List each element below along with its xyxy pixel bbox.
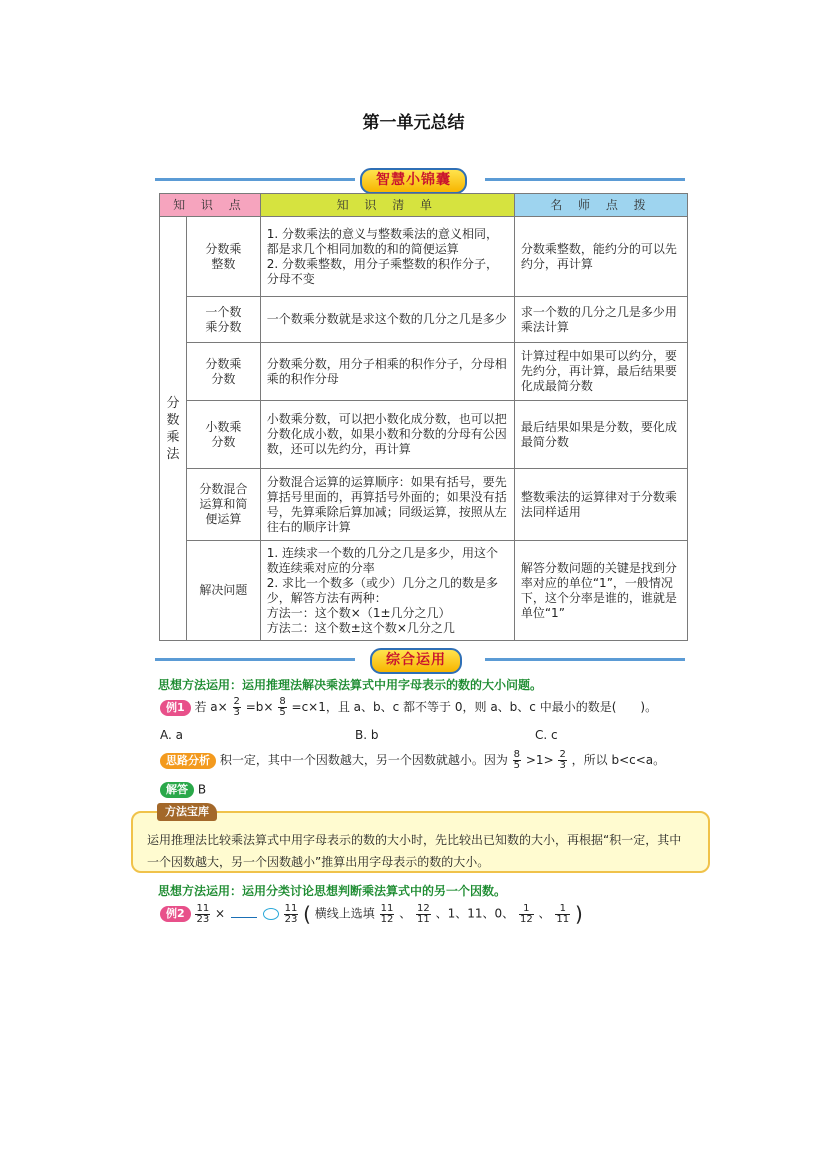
category-cell: 分 数 乘 法 xyxy=(160,217,187,641)
example-1-question xyxy=(160,697,657,718)
point-cell: 分数乘 整数 xyxy=(186,217,260,297)
fraction: $\frac{8}{5}$ xyxy=(513,749,521,771)
point-cell: 一个数 乘分数 xyxy=(186,297,260,343)
fraction: $\frac{1}{12}$ xyxy=(519,902,533,925)
analysis-text: 积一定，其中一个因数越大，另一个因数就越小。因为 xyxy=(219,753,508,767)
point-cell: 分数乘 分数 xyxy=(186,343,260,401)
section-title-wisdom: 智慧小锦囊 xyxy=(360,168,467,194)
example-1-prefix: 若 a× xyxy=(194,700,228,714)
example-1-suffix: =c×1，且 a、b、c 都不等于 0，则 a、b、c 中最小的数是( )。 xyxy=(291,700,658,714)
example-2-badge: 例2 xyxy=(160,906,191,922)
table-row xyxy=(160,401,688,469)
table-row xyxy=(160,541,688,641)
fraction: $\frac{2}{3}$ xyxy=(233,696,240,718)
thinking-method-2: 思想方法运用：运用分类讨论思想判断乘法算式中的另一个因数。 xyxy=(158,884,507,898)
fraction: $\frac{11}{23}$ xyxy=(196,902,210,925)
divider xyxy=(155,178,355,181)
tip-cell: 求一个数的几分之几是多少用乘法计算 xyxy=(514,297,687,343)
close-paren: ) xyxy=(574,902,583,926)
analysis-badge: 思路分析 xyxy=(160,753,216,769)
fraction: $\frac{1}{11}$ xyxy=(556,902,570,925)
page-title: 第一单元总结 xyxy=(362,113,465,133)
fraction: $\frac{8}{5}$ xyxy=(279,696,286,718)
tip-cell: 最后结果如果是分数，要化成最简分数 xyxy=(514,401,687,469)
open-paren: ( xyxy=(303,902,311,926)
answer-value: B xyxy=(197,782,207,797)
analysis-text: ，所以 b<c<a。 xyxy=(571,753,666,767)
option-c: C. c xyxy=(535,728,558,742)
header-knowledge-point: 知 识 点 xyxy=(160,194,261,217)
list-cell: 一个数乘分数就是求这个数的几分之几是多少 xyxy=(260,297,514,343)
example-2-question xyxy=(160,902,583,926)
point-cell: 分数混合 运算和简 便运算 xyxy=(186,469,260,541)
method-text: 运用推理法比较乘法算式中用字母表示的数的大小时，先比较出已知数的大小，再根据“积一定，其中一个因数越大，另一个因数越小”推算出用字母表示的数的大小。 xyxy=(147,833,682,869)
times-sign: × xyxy=(215,906,226,921)
tip-cell: 分数乘整数，能约分的可以先约分，再计算 xyxy=(514,217,687,297)
fraction: $\frac{12}{11}$ xyxy=(417,902,430,925)
separator: 、 xyxy=(399,906,412,921)
list-cell: 1. 分数乘法的意义与整数乘法的意义相同，都是求几个相同加数的和的简便运算 2. 分数乘整数，用分子乘整数的积作分子，分母不变 xyxy=(260,217,514,297)
header-knowledge-list: 知 识 清 单 xyxy=(260,194,514,217)
list-cell: 分数乘分数，用分子相乘的积作分子，分母相乘的积作分母 xyxy=(260,343,514,401)
compare-circle[interactable] xyxy=(263,908,279,920)
answer xyxy=(160,782,206,798)
tip-cell: 计算过程中如果可以约分，要先约分，再计算，最后结果要化成最简分数 xyxy=(514,343,687,401)
tip-cell: 解答分数问题的关键是找到分率对应的单位“1”，一般情况下，这个分率是谁的，谁就是单位“1” xyxy=(514,541,687,641)
option-a: A. a xyxy=(160,728,183,742)
analysis xyxy=(160,750,665,771)
example-2-hint: 横线上选填 xyxy=(314,906,375,921)
section-title-comprehensive: 综合运用 xyxy=(370,648,462,674)
list-cell: 1. 连续求一个数的几分之几是多少，用这个数连续乘对应的分率 2. 求比一个数多（或少）几分之几的数是多少，解答方法有两种： 方法一：这个数×（1±几分之几） 方法二：这个数±这个数×几分之几 xyxy=(260,541,514,641)
list-cell: 小数乘分数，可以把小数化成分数，也可以把分数化成小数，如果小数和分数的分母有公因数，还可以先约分，再计算 xyxy=(260,401,514,469)
divider xyxy=(485,658,685,661)
answer-blank[interactable] xyxy=(231,917,257,918)
fraction: $\frac{11}{12}$ xyxy=(380,902,394,925)
example-1-mid: =b× xyxy=(245,700,274,714)
fraction: $\frac{2}{3}$ xyxy=(559,749,566,771)
method-tag: 方法宝库 xyxy=(157,803,217,821)
example-1-badge: 例1 xyxy=(160,700,191,716)
knowledge-table xyxy=(159,193,688,641)
option-b: B. b xyxy=(355,728,379,742)
analysis-text: >1> xyxy=(525,753,554,767)
divider xyxy=(155,658,355,661)
section-bar-comprehensive xyxy=(155,648,685,670)
table-row xyxy=(160,217,688,297)
table-row xyxy=(160,343,688,401)
table-row xyxy=(160,297,688,343)
header-teacher-tips: 名 师 点 拨 xyxy=(514,194,687,217)
table-row xyxy=(160,469,688,541)
point-cell: 小数乘 分数 xyxy=(186,401,260,469)
divider xyxy=(485,178,685,181)
answer-badge: 解答 xyxy=(160,782,194,798)
thinking-method-1: 思想方法运用：运用推理法解决乘法算式中用字母表示的数的大小问题。 xyxy=(158,678,543,692)
list-cell: 分数混合运算的运算顺序：如果有括号，要先算括号里面的，再算括号外面的；如果没有括号，先算乘除后算加减；同级运算，按照从左往右的顺序计算 xyxy=(260,469,514,541)
separator: 、 xyxy=(538,906,551,921)
choices-text: 、1、11、0、 xyxy=(435,906,515,921)
point-cell: 解决问题 xyxy=(186,541,260,641)
fraction: $\frac{11}{23}$ xyxy=(284,902,298,925)
tip-cell: 整数乘法的运算律对于分数乘法同样适用 xyxy=(514,469,687,541)
section-bar-wisdom xyxy=(155,168,685,190)
